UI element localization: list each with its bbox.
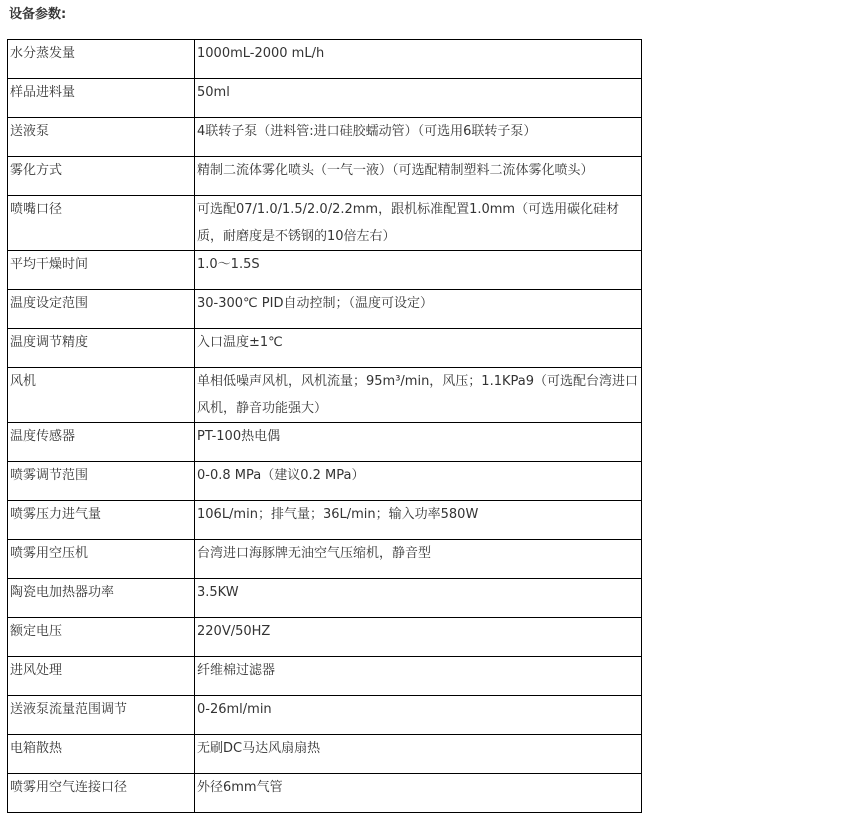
table-row [8, 79, 642, 118]
param-name: 风机 [8, 368, 195, 423]
param-name: 温度调节精度 [8, 329, 195, 368]
table-row [8, 540, 642, 579]
param-value: 外径6mm气管 [195, 774, 642, 813]
param-value: 4联转子泵（进料管:进口硅胶蠕动管）（可选用6联转子泵） [195, 118, 642, 157]
table-row [8, 774, 642, 813]
param-name: 额定电压 [8, 618, 195, 657]
param-name: 喷嘴口径 [8, 196, 195, 251]
table-row [8, 579, 642, 618]
section-heading: 设备参数: [9, 7, 67, 22]
table-row [8, 251, 642, 290]
param-value: 单相低噪声风机，风机流量；95m³/min，风压；1.1KPa9（可选配台湾进口风机，静音功能强大） [195, 368, 642, 423]
table-row [8, 40, 642, 79]
table-row [8, 368, 642, 423]
param-name: 雾化方式 [8, 157, 195, 196]
param-value: PT-100热电偶 [195, 423, 642, 462]
param-name: 喷雾压力进气量 [8, 501, 195, 540]
param-value: 3.5KW [195, 579, 642, 618]
param-value: 106L/min；排气量；36L/min；输入功率580W [195, 501, 642, 540]
table-row [8, 423, 642, 462]
param-value: 0-0.8 MPa（建议0.2 MPa） [195, 462, 642, 501]
table-row [8, 735, 642, 774]
param-value: 30-300℃ PID自动控制；（温度可设定） [195, 290, 642, 329]
param-value: 台湾进口海豚牌无油空气压缩机，静音型 [195, 540, 642, 579]
param-name: 样品进料量 [8, 79, 195, 118]
param-value: 入口温度±1℃ [195, 329, 642, 368]
param-name: 送液泵流量范围调节 [8, 696, 195, 735]
param-name: 电箱散热 [8, 735, 195, 774]
param-name: 喷雾用空压机 [8, 540, 195, 579]
table-row [8, 618, 642, 657]
table-row [8, 157, 642, 196]
param-value: 1000mL-2000 mL/h [195, 40, 642, 79]
param-name: 送液泵 [8, 118, 195, 157]
param-name: 陶瓷电加热器功率 [8, 579, 195, 618]
param-name: 平均干燥时间 [8, 251, 195, 290]
table-row [8, 657, 642, 696]
table-row [8, 696, 642, 735]
param-name: 进风处理 [8, 657, 195, 696]
table-row [8, 290, 642, 329]
table-row [8, 196, 642, 251]
param-name: 喷雾调节范围 [8, 462, 195, 501]
param-value: 可选配07/1.0/1.5/2.0/2.2mm，跟机标准配置1.0mm（可选用碳化硅材质，耐磨度是不锈钢的10倍左右） [195, 196, 642, 251]
table-row [8, 462, 642, 501]
table-row [8, 329, 642, 368]
param-name: 喷雾用空气连接口径 [8, 774, 195, 813]
param-value: 50ml [195, 79, 642, 118]
param-value: 0-26ml/min [195, 696, 642, 735]
param-name: 温度设定范围 [8, 290, 195, 329]
param-value: 220V/50HZ [195, 618, 642, 657]
param-name: 温度传感器 [8, 423, 195, 462]
param-value: 纤维棉过滤器 [195, 657, 642, 696]
spec-table [7, 39, 642, 813]
param-value: 精制二流体雾化喷头（一气一液）（可选配精制塑料二流体雾化喷头） [195, 157, 642, 196]
table-row [8, 118, 642, 157]
param-name: 水分蒸发量 [8, 40, 195, 79]
table-row [8, 501, 642, 540]
param-value: 无刷DC马达风扇扇热 [195, 735, 642, 774]
param-value: 1.0～1.5S [195, 251, 642, 290]
